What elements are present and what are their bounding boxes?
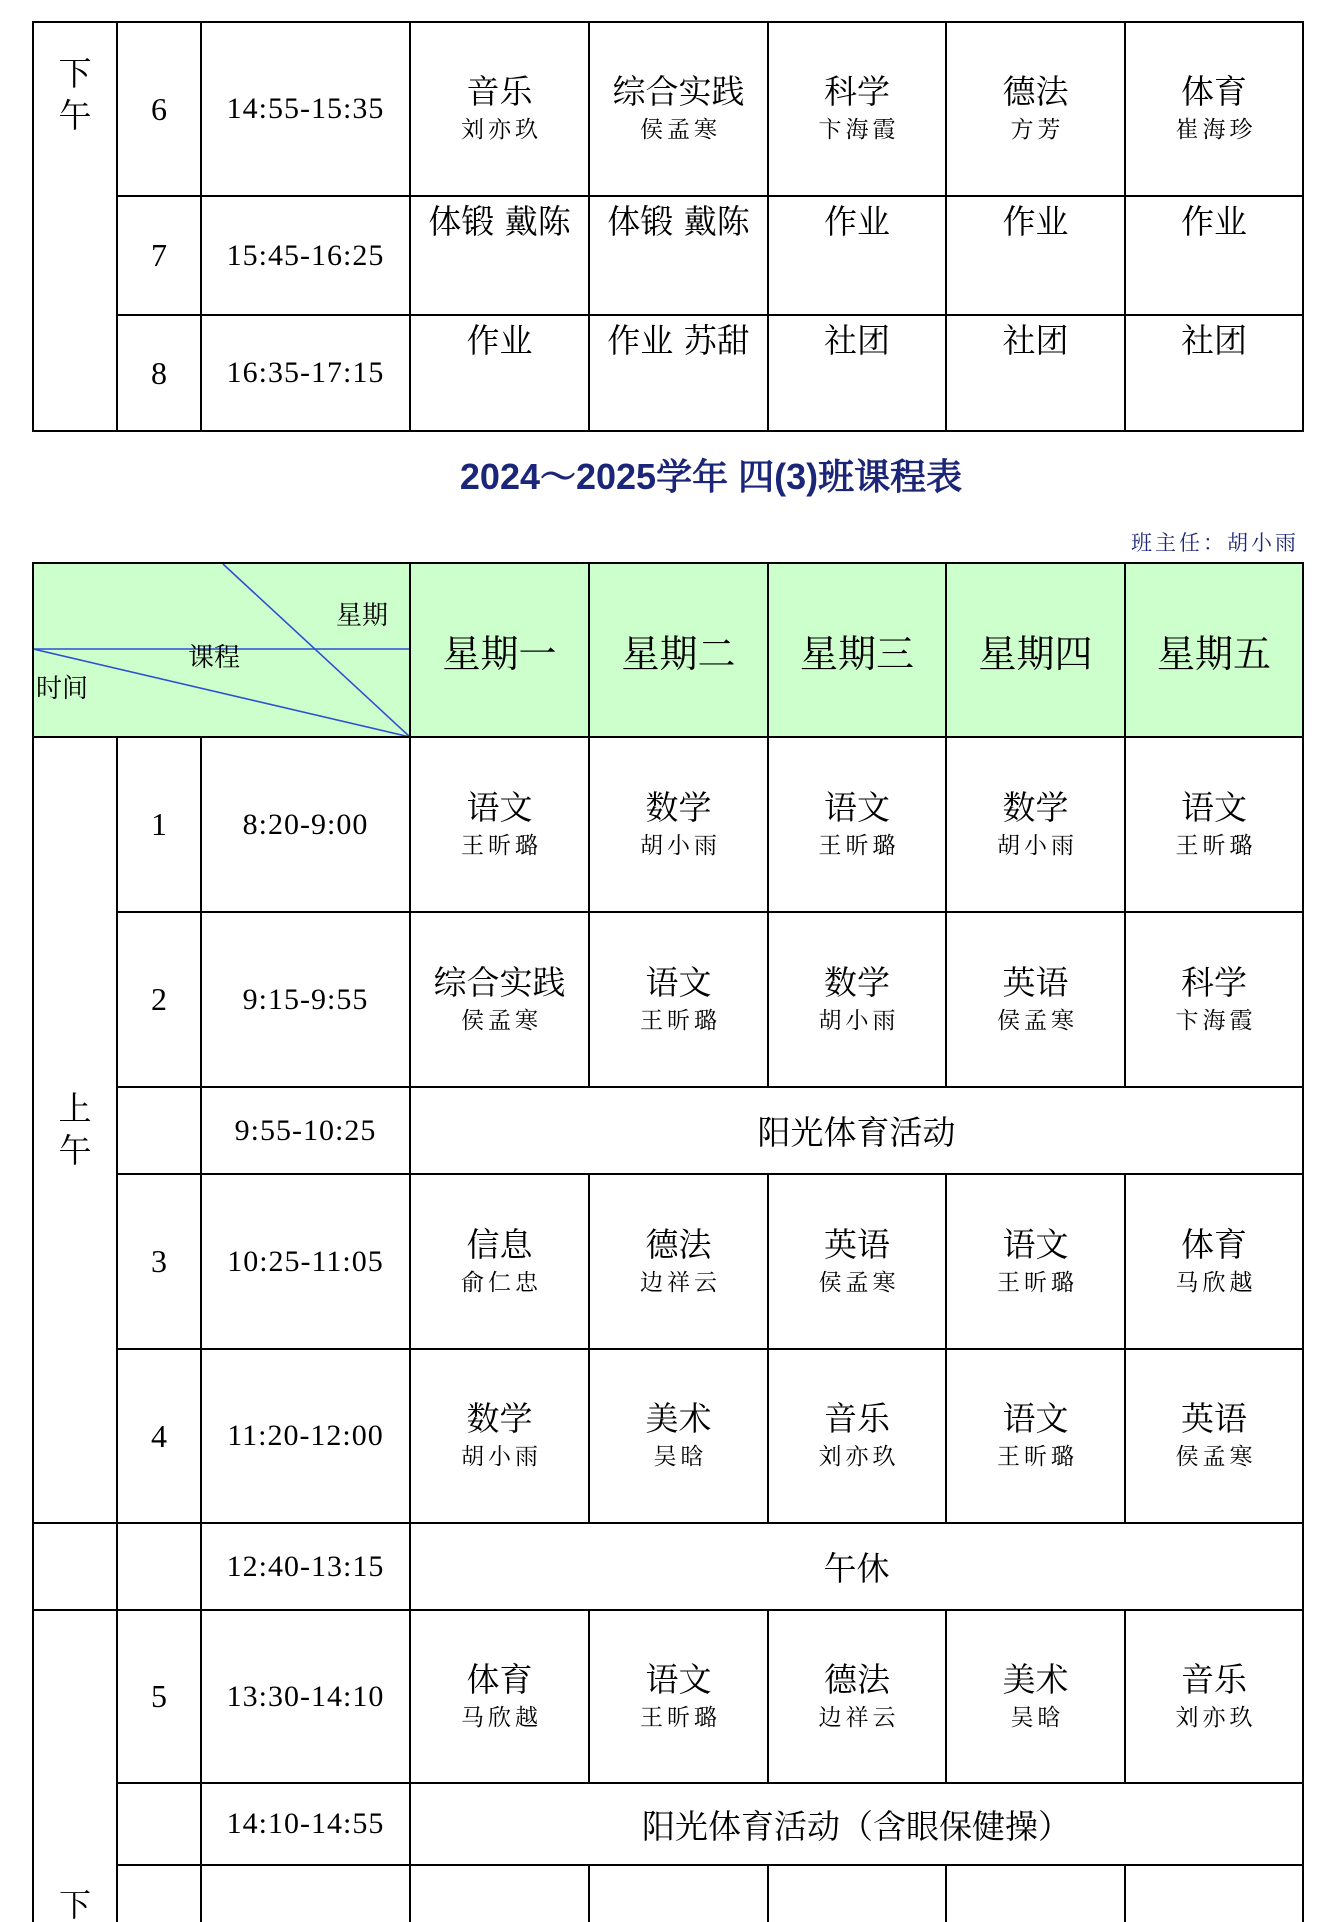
time-cell bbox=[200, 1173, 411, 1350]
course-cell bbox=[588, 911, 769, 1088]
teacher-name: 卞海霞 bbox=[1175, 1007, 1257, 1034]
empty-cell bbox=[116, 1086, 202, 1175]
period-number: 7 bbox=[151, 237, 167, 273]
course-name: 美术 bbox=[1002, 1659, 1069, 1699]
course-cell bbox=[1124, 195, 1304, 316]
course-name: 英语 bbox=[1002, 962, 1069, 1002]
course-cell bbox=[409, 21, 590, 197]
course-name: 英语 bbox=[824, 1224, 890, 1264]
course-name: 作业 bbox=[1181, 202, 1247, 241]
course-name: 语文 bbox=[645, 962, 712, 1002]
course-name: 数学 bbox=[1002, 787, 1069, 827]
partial-cell bbox=[1124, 1864, 1304, 1922]
activity-cell bbox=[409, 1086, 1304, 1175]
period-time: 14:55-15:35 bbox=[226, 92, 385, 125]
course-name: 数学 bbox=[466, 1399, 533, 1438]
time-cell bbox=[200, 1782, 411, 1866]
course-cell bbox=[767, 911, 947, 1088]
course-cell bbox=[1124, 1348, 1304, 1524]
course-cell bbox=[945, 1348, 1126, 1524]
teacher-name: 吴晗 bbox=[1010, 1704, 1065, 1731]
weekday-axis-label: 星期 bbox=[336, 601, 389, 631]
course-name: 社团 bbox=[1002, 321, 1069, 360]
day-label: 星期一 bbox=[442, 631, 557, 676]
afternoon-section-cell bbox=[32, 1609, 118, 1922]
period-number: 4 bbox=[151, 1417, 167, 1454]
period-number: 1 bbox=[151, 806, 167, 842]
course-cell bbox=[1124, 314, 1304, 432]
teacher-name: 王昕璐 bbox=[997, 1269, 1078, 1296]
course-cell bbox=[767, 314, 947, 432]
course-cell bbox=[409, 736, 590, 913]
teacher-name: 方芳 bbox=[1010, 117, 1065, 143]
period-number: 8 bbox=[151, 354, 167, 391]
period-time: 16:35-17:15 bbox=[226, 356, 385, 389]
teacher-name: 王昕璐 bbox=[997, 1444, 1078, 1470]
time-cell bbox=[200, 1086, 411, 1175]
course-cell bbox=[767, 21, 947, 197]
time-cell bbox=[200, 195, 411, 316]
course-cell bbox=[945, 911, 1126, 1088]
course-cell bbox=[588, 195, 769, 316]
course-cell bbox=[767, 1348, 947, 1524]
course-cell bbox=[1124, 21, 1304, 197]
course-cell bbox=[1124, 911, 1304, 1088]
period-time: 10:25-11:05 bbox=[227, 1244, 384, 1278]
course-name: 德法 bbox=[1002, 72, 1069, 111]
course-name: 科学 bbox=[824, 72, 890, 111]
course-cell bbox=[767, 736, 947, 913]
teacher-name: 侯孟寒 bbox=[1175, 1444, 1257, 1470]
period-time: 9:15-9:55 bbox=[242, 982, 369, 1016]
course-cell bbox=[945, 314, 1126, 432]
course-name: 语文 bbox=[1181, 787, 1247, 827]
period-number-cell bbox=[116, 736, 202, 913]
teacher-name: 刘亦玖 bbox=[461, 117, 542, 143]
course-cell bbox=[409, 1173, 590, 1350]
empty-cell bbox=[116, 1782, 202, 1866]
course-name: 音乐 bbox=[466, 72, 533, 111]
course-name: 语文 bbox=[1002, 1399, 1069, 1438]
teacher-name: 胡小雨 bbox=[461, 1444, 542, 1470]
period-number: 6 bbox=[151, 90, 167, 127]
day-header bbox=[409, 562, 590, 738]
morning-section-cell bbox=[32, 736, 118, 1524]
day-header bbox=[588, 562, 769, 738]
course-axis-label: 课程 bbox=[188, 643, 241, 673]
period-number-cell bbox=[116, 314, 202, 432]
time-cell bbox=[200, 21, 411, 197]
activity-name: 阳光体育活动（含眼保健操） bbox=[642, 1806, 1071, 1846]
period-time: 14:10-14:55 bbox=[226, 1807, 385, 1840]
period-number-cell bbox=[116, 1173, 202, 1350]
period-number: 2 bbox=[151, 981, 167, 1017]
course-name: 作业 苏甜 bbox=[607, 321, 750, 360]
diagonal-header-cell bbox=[32, 562, 411, 738]
partial-cell bbox=[588, 1864, 769, 1922]
course-cell bbox=[409, 314, 590, 432]
course-cell bbox=[409, 195, 590, 316]
course-name: 语文 bbox=[824, 787, 890, 827]
day-label: 星期三 bbox=[799, 631, 914, 676]
course-cell bbox=[588, 21, 769, 197]
course-name: 社团 bbox=[1181, 321, 1247, 360]
time-axis-label: 时间 bbox=[36, 674, 89, 704]
course-cell bbox=[588, 314, 769, 432]
empty-cell bbox=[116, 1522, 202, 1611]
top-afternoon-section-cell bbox=[32, 21, 118, 432]
course-cell bbox=[767, 195, 947, 316]
period-time: 15:45-16:25 bbox=[226, 238, 385, 272]
teacher-name: 边祥云 bbox=[640, 1269, 721, 1296]
teacher-name: 刘亦玖 bbox=[818, 1444, 900, 1470]
morning-label: 上午 bbox=[58, 1089, 92, 1170]
course-cell bbox=[767, 1609, 947, 1784]
period-time: 12:40-13:15 bbox=[226, 1549, 385, 1583]
course-cell bbox=[409, 1609, 590, 1784]
period-number-cell bbox=[116, 1348, 202, 1524]
course-cell bbox=[945, 21, 1126, 197]
time-cell bbox=[200, 1348, 411, 1524]
page-title: 2024～2025学年 四(3)班课程表 bbox=[459, 456, 963, 497]
teacher-name: 俞仁忠 bbox=[461, 1269, 542, 1296]
course-cell bbox=[1124, 1609, 1304, 1784]
course-name: 语文 bbox=[1002, 1224, 1069, 1264]
course-name: 语文 bbox=[466, 787, 533, 827]
teacher-name: 刘亦玖 bbox=[1175, 1704, 1257, 1731]
course-name: 数学 bbox=[824, 962, 890, 1002]
teacher-name: 王昕璐 bbox=[818, 832, 900, 859]
course-cell bbox=[767, 1173, 947, 1350]
teacher-name: 侯孟寒 bbox=[640, 117, 721, 143]
course-cell bbox=[588, 1609, 769, 1784]
afternoon-label: 下午 bbox=[58, 54, 92, 135]
activity-name: 午休 bbox=[823, 1549, 890, 1588]
teacher-name: 侯孟寒 bbox=[997, 1007, 1078, 1034]
day-label: 星期二 bbox=[621, 631, 736, 676]
time-cell bbox=[200, 314, 411, 432]
teacher-name: 胡小雨 bbox=[997, 832, 1078, 859]
teacher-name: 马欣越 bbox=[1175, 1269, 1257, 1296]
course-cell bbox=[588, 736, 769, 913]
course-name: 作业 bbox=[1002, 202, 1069, 241]
period-time: 11:20-12:00 bbox=[227, 1419, 384, 1452]
course-name: 作业 bbox=[824, 202, 890, 241]
day-header bbox=[1124, 562, 1304, 738]
partial-cell bbox=[200, 1864, 411, 1922]
course-name: 综合实践 bbox=[433, 962, 566, 1002]
period-number-cell bbox=[116, 1609, 202, 1784]
activity-cell bbox=[409, 1522, 1304, 1611]
course-cell bbox=[945, 195, 1126, 316]
period-number: 5 bbox=[151, 1678, 167, 1714]
partial-cell bbox=[116, 1864, 202, 1922]
course-name: 音乐 bbox=[824, 1399, 890, 1438]
afternoon-label: 下 bbox=[58, 1886, 91, 1922]
teacher-name: 马欣越 bbox=[461, 1704, 542, 1731]
partial-cell bbox=[767, 1864, 947, 1922]
teacher-name: 崔海珍 bbox=[1175, 117, 1257, 143]
day-header bbox=[945, 562, 1126, 738]
course-name: 体锻 戴陈 bbox=[428, 202, 571, 241]
course-name: 音乐 bbox=[1181, 1659, 1247, 1699]
teacher-name: 王昕璐 bbox=[461, 832, 542, 859]
head-teacher-note: 班主任：胡小雨 bbox=[1131, 531, 1299, 555]
course-name: 体育 bbox=[1181, 72, 1247, 111]
time-cell bbox=[200, 911, 411, 1088]
teacher-name: 王昕璐 bbox=[1175, 832, 1257, 859]
period-number: 3 bbox=[151, 1243, 167, 1279]
time-cell bbox=[200, 736, 411, 913]
course-name: 德法 bbox=[824, 1659, 890, 1699]
course-cell bbox=[1124, 1173, 1304, 1350]
course-name: 体锻 戴陈 bbox=[607, 202, 750, 241]
course-cell bbox=[409, 1348, 590, 1524]
teacher-name: 胡小雨 bbox=[818, 1007, 900, 1034]
teacher-name: 侯孟寒 bbox=[461, 1007, 542, 1034]
course-name: 德法 bbox=[645, 1224, 712, 1264]
course-cell bbox=[945, 1173, 1126, 1350]
teacher-name: 王昕璐 bbox=[640, 1007, 721, 1034]
teacher-name: 侯孟寒 bbox=[818, 1269, 900, 1296]
period-time: 13:30-14:10 bbox=[226, 1679, 385, 1713]
teacher-name: 卞海霞 bbox=[818, 117, 900, 143]
day-label: 星期五 bbox=[1156, 631, 1271, 676]
teacher-name: 胡小雨 bbox=[640, 832, 721, 859]
teacher-name: 吴晗 bbox=[653, 1444, 708, 1470]
course-name: 语文 bbox=[645, 1659, 712, 1699]
course-name: 体育 bbox=[466, 1659, 533, 1699]
course-cell bbox=[945, 736, 1126, 913]
course-name: 科学 bbox=[1181, 962, 1247, 1002]
day-header bbox=[767, 562, 947, 738]
day-label: 星期四 bbox=[978, 631, 1093, 676]
teacher-name: 边祥云 bbox=[818, 1704, 900, 1731]
time-cell bbox=[200, 1609, 411, 1784]
period-number-cell bbox=[116, 195, 202, 316]
course-name: 信息 bbox=[466, 1224, 533, 1264]
course-name: 英语 bbox=[1181, 1399, 1247, 1438]
course-name: 社团 bbox=[824, 321, 890, 360]
time-cell bbox=[200, 1522, 411, 1611]
partial-cell bbox=[409, 1864, 590, 1922]
course-name: 数学 bbox=[645, 787, 712, 827]
course-cell bbox=[1124, 736, 1304, 913]
empty-cell bbox=[32, 1522, 118, 1611]
course-name: 作业 bbox=[466, 321, 533, 360]
course-name: 综合实践 bbox=[612, 72, 745, 111]
course-cell bbox=[945, 1609, 1126, 1784]
course-cell bbox=[409, 911, 590, 1088]
period-number-cell bbox=[116, 911, 202, 1088]
period-time: 8:20-9:00 bbox=[242, 807, 369, 841]
activity-cell bbox=[409, 1782, 1304, 1866]
course-cell bbox=[588, 1173, 769, 1350]
activity-name: 阳光体育活动 bbox=[757, 1113, 956, 1152]
partial-cell bbox=[945, 1864, 1126, 1922]
course-name: 美术 bbox=[645, 1399, 712, 1438]
teacher-name: 王昕璐 bbox=[640, 1704, 721, 1731]
period-number-cell bbox=[116, 21, 202, 197]
course-cell bbox=[588, 1348, 769, 1524]
period-time: 9:55-10:25 bbox=[234, 1113, 377, 1147]
course-name: 体育 bbox=[1181, 1224, 1247, 1264]
